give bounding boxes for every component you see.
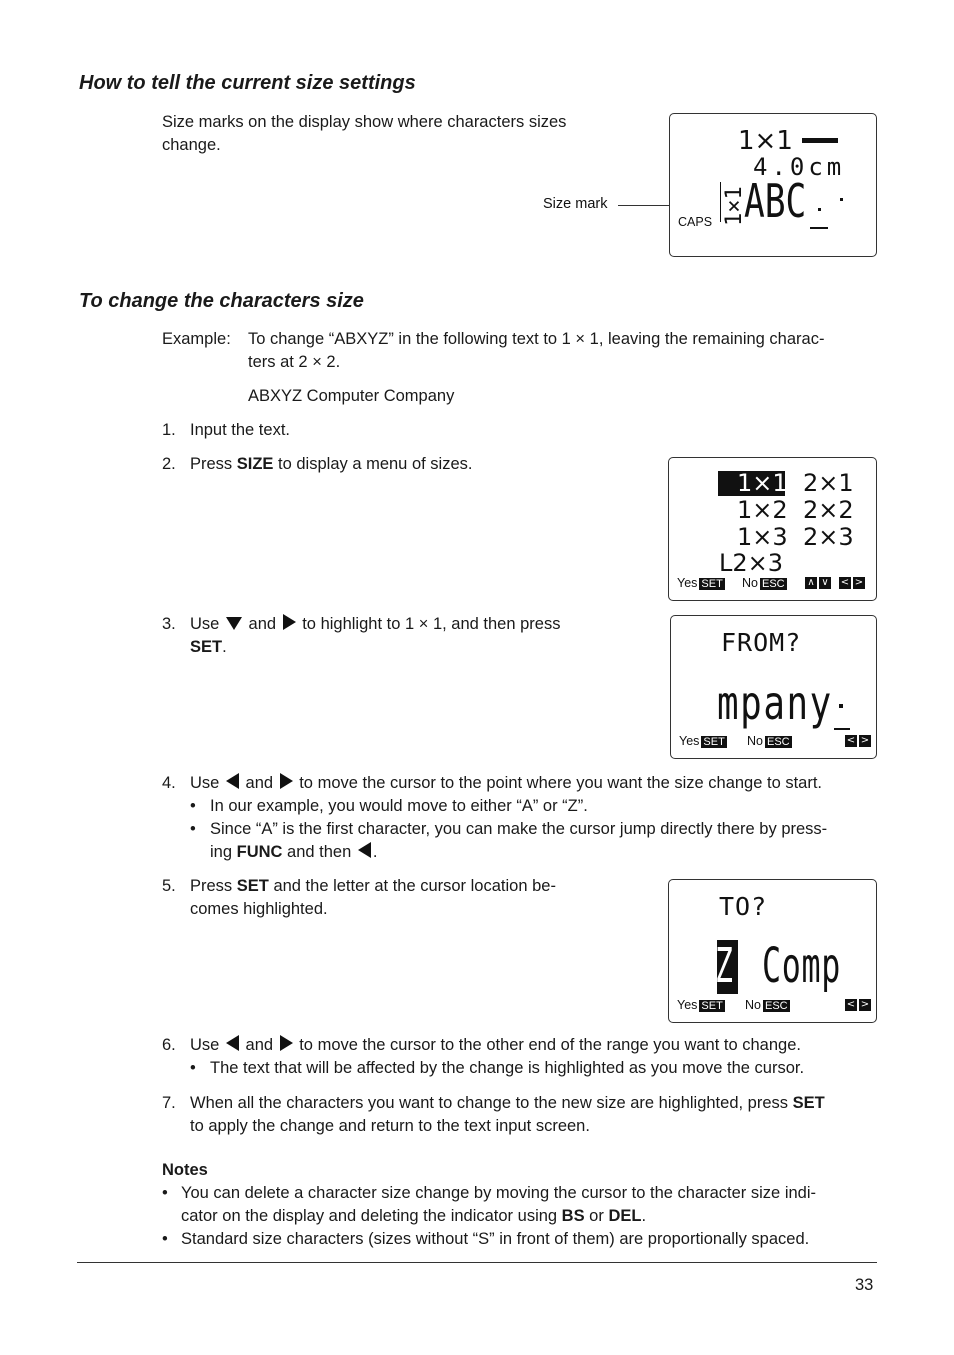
menu-option-2x2: 2×2 [803, 496, 854, 524]
lcd-size-mark: 1×1 [722, 186, 747, 226]
lcd-dot [818, 208, 821, 211]
no-esc-hint: No ESC [747, 734, 790, 748]
lcd-from-label: FROM? [721, 628, 802, 657]
yes-set-hint: Yes SET [677, 576, 723, 590]
lcd-size-bar [802, 138, 838, 143]
up-arrow-icon: ∧ [805, 577, 817, 589]
lcd-caps-indicator: CAPS [678, 215, 713, 229]
no-esc-hint: No ESC [742, 576, 785, 590]
nav-arrows [805, 577, 867, 589]
section-heading-change-size: To change the characters size [79, 290, 364, 312]
menu-option-2x3: 2×3 [803, 523, 854, 551]
page-number: 33 [855, 1276, 874, 1294]
section-heading-current-size: How to tell the current size settings [79, 72, 416, 94]
menu-option-l2x3: L2×3 [719, 549, 784, 577]
key-set: SET [792, 1094, 825, 1112]
bullet-icon: • [162, 1184, 168, 1202]
bullet-icon: • [162, 1230, 168, 1248]
menu-option-1x3: 1×3 [737, 523, 788, 551]
lcd-from-text: mpany [717, 676, 833, 730]
left-arrow-icon: < [846, 735, 856, 746]
right-arrow-icon: > [854, 577, 864, 588]
lcd-to-prompt [668, 879, 877, 1023]
lcd-length-readout: 4.0cm [753, 153, 846, 181]
example-label: Example: [162, 330, 231, 348]
lcd-highlighted-char: Z [715, 938, 733, 994]
lcd-to-label: TO? [719, 892, 768, 921]
no-esc-hint: No ESC [745, 998, 788, 1012]
bullet-icon: • [190, 797, 196, 815]
key-del: DEL [608, 1207, 642, 1225]
key-set: SET [236, 877, 269, 895]
bullet-icon: • [190, 1059, 196, 1077]
menu-option-1x2: 1×2 [737, 496, 788, 524]
right-arrow-icon: > [860, 735, 870, 746]
down-arrow-icon: ∨ [819, 577, 831, 589]
nav-arrows [845, 735, 873, 747]
right-triangle-icon [280, 1035, 293, 1051]
notes-heading: Notes [162, 1161, 208, 1179]
right-triangle-icon [283, 614, 296, 630]
key-bs: BS [561, 1207, 585, 1225]
lcd-cursor [810, 227, 828, 229]
size-mark-label: Size mark [543, 196, 608, 212]
menu-option-2x1: 2×1 [803, 469, 854, 497]
lcd-size-menu [668, 457, 877, 601]
yes-set-hint: Yes SET [677, 998, 723, 1012]
lcd-to-text: Comp [762, 938, 841, 994]
example-description: To change “ABXYZ” in the following text to 1 × 1, leaving the remaining charac- ters at 2 × 2. [248, 330, 825, 371]
bullet-icon: • [190, 820, 196, 838]
left-arrow-icon: < [840, 577, 850, 588]
note-2: Standard size characters (sizes without “S” in front of them) are proportionally spaced. [181, 1230, 810, 1248]
down-triangle-icon [226, 617, 242, 630]
left-triangle-icon [358, 842, 371, 858]
key-set: SET [190, 638, 223, 656]
size-marks-description: Size marks on the display show where characters sizes change. [162, 113, 567, 154]
yes-set-hint: Yes SET [679, 734, 725, 748]
footer-rule [77, 1262, 877, 1263]
lcd-from-prompt [670, 615, 877, 759]
lcd-size-mark-bracket [720, 182, 721, 222]
left-triangle-icon [226, 1035, 239, 1051]
right-arrow-icon: > [860, 999, 870, 1010]
note-1: You can delete a character size change by moving the cursor to the character size indi- cator on the display and deleting the indicator using BS or DEL. [181, 1184, 816, 1225]
lcd-dot [839, 704, 843, 708]
nav-arrows [845, 999, 873, 1011]
lcd-display-size-mark [669, 113, 877, 257]
menu-option-1x1: 1×1 [737, 469, 788, 497]
right-triangle-icon [280, 773, 293, 789]
lcd-size-indicator: 1×1 [738, 126, 793, 156]
key-func: FUNC [236, 843, 283, 861]
left-triangle-icon [226, 773, 239, 789]
left-arrow-icon: < [846, 999, 856, 1010]
example-text: ABXYZ Computer Company [248, 387, 455, 405]
lcd-cursor [834, 728, 850, 730]
lcd-text-abc: ABC [744, 174, 807, 228]
lcd-dot [840, 198, 843, 201]
key-size: SIZE [236, 455, 274, 473]
